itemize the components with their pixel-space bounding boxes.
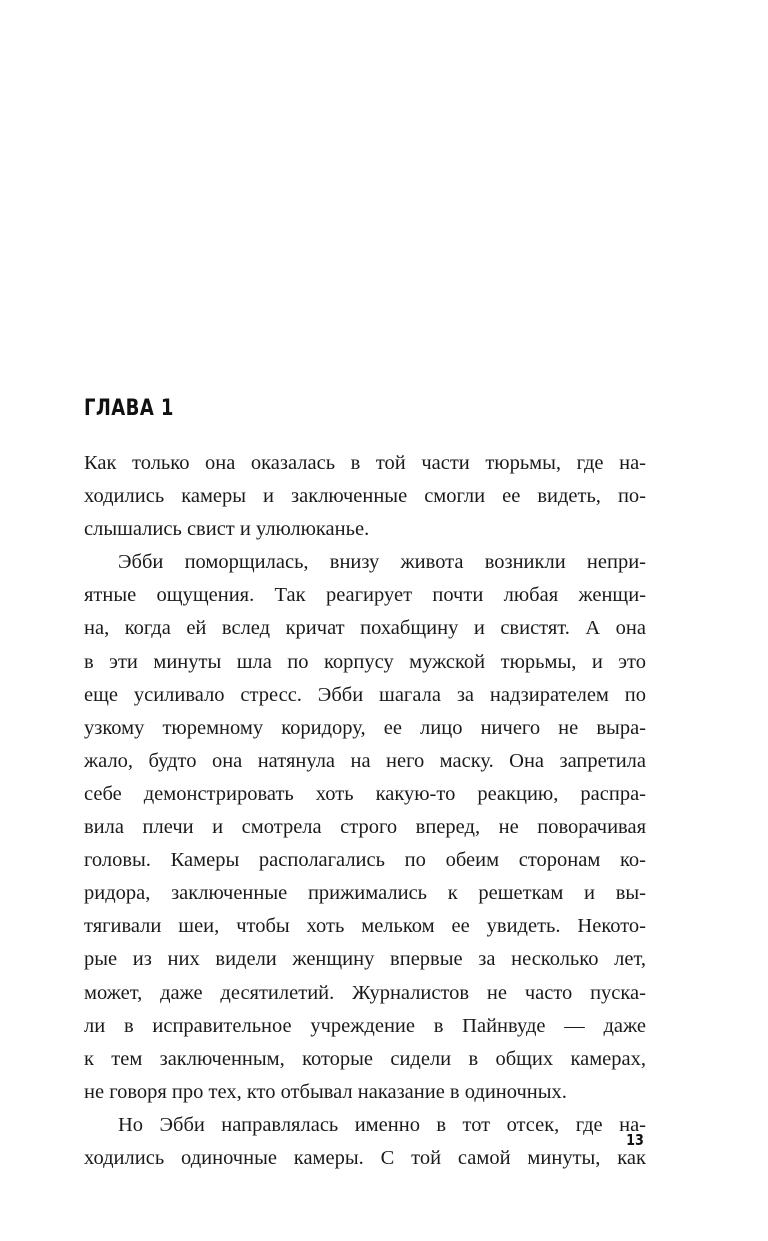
text-line: не говоря про тех, кто отбывал наказание в одиночных.: [84, 1080, 567, 1103]
text-line: вила плечи и смотрела строго вперед, не поворачивая: [84, 816, 646, 839]
text-line: себе демонстрировать хоть какую-то реакцию, распра-: [84, 782, 646, 805]
text-line: ятные ощущения. Так реагирует почти любая женщи-: [84, 584, 646, 607]
text-line: узкому тюремному коридору, ее лицо ничего не выра-: [84, 716, 646, 739]
text-line: может, даже десятилетий. Журналистов не часто пуска-: [84, 981, 646, 1004]
text-line: в эти минуты шла по корпусу мужской тюрьмы, и это: [84, 650, 646, 673]
body-text: [84, 447, 646, 1175]
text-line: Эбби поморщилась, внизу живота возникли непри-: [118, 551, 646, 574]
page-number: 13: [626, 1131, 644, 1149]
text-line: ходились камеры и заключенные смогли ее видеть, по-: [84, 485, 646, 508]
text-line: Но Эбби направлялась именно в тот отсек, где на-: [118, 1113, 646, 1136]
text-line: на, когда ей вслед кричат похабщину и свистят. А она: [84, 617, 646, 640]
chapter-title: ГЛАВА 1: [84, 396, 174, 421]
text-line: рые из них видели женщину впервые за несколько лет,: [84, 948, 646, 971]
text-line: слышались свист и улюлюканье.: [84, 518, 370, 541]
text-line: ридора, заключенные прижимались к решеткам и вы-: [84, 882, 646, 905]
text-line: тягивали шеи, чтобы хоть мельком ее увидеть. Некото-: [84, 915, 646, 938]
text-line: к тем заключенным, которые сидели в общих камерах,: [84, 1047, 646, 1070]
text-line: Как только она оказалась в той части тюрьмы, где на-: [84, 452, 646, 474]
text-line: ходились одиночные камеры. С той самой минуты, как: [84, 1146, 646, 1169]
text-line: ли в исправительное учреждение в Пайнвуде — даже: [84, 1014, 646, 1037]
text-line: еще усиливало стресс. Эбби шагала за надзирателем по: [84, 683, 646, 706]
text-line: головы. Камеры располагались по обеим сторонам ко-: [84, 849, 646, 872]
text-line: жало, будто она натянула на него маску. Она запретила: [84, 749, 646, 772]
